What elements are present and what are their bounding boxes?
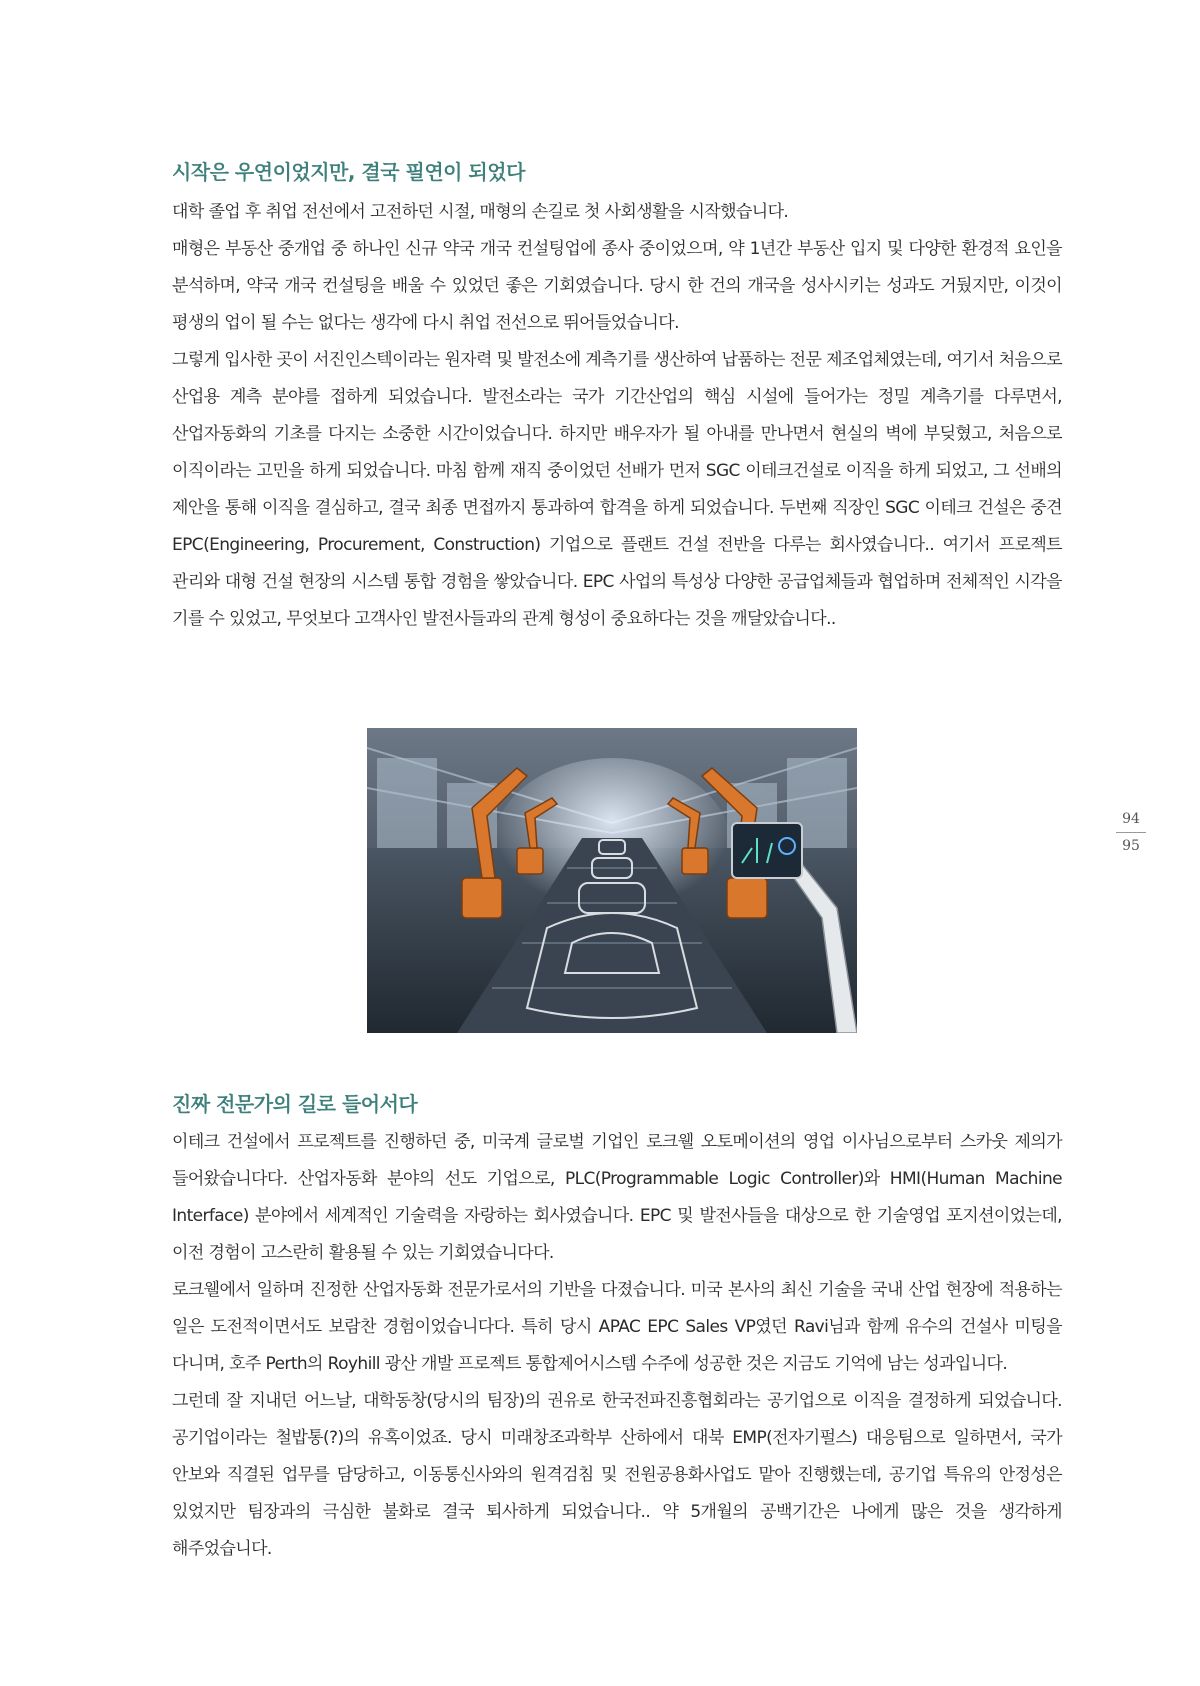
paragraph: 이테크 건설에서 프로젝트를 진행하던 중, 미국계 글로벌 기업인 로크웰 오토메이션의 영업 이사님으로부터 스카웃 제의가 들어왔습니다다. 산업자동화 분야의 선도 기업으로, PLC(Programmable Logic Controller)와 HMI(Human Machine Interface) 분야에서 세계적인 기술력을 자랑하는 회사였습니다. EPC 및 발전사들을 대상으로 한 기술영업 포지션이었는데, 이전 경험이 고스란히 활용될 수 있는 기회였습니다다. [172, 1132, 1062, 1263]
page-numbers [1116, 808, 1146, 857]
page-number-right: 95 [1122, 838, 1140, 854]
robotic-assembly-line-image [367, 728, 857, 1033]
paragraph: 그렇게 입사한 곳이 서진인스텍이라는 원자력 및 발전소에 계측기를 생산하여 납품하는 전문 제조업체였는데, 여기서 처음으로 산업용 계측 분야를 접하게 되었습니다. 발전소라는 국가 기간산업의 핵심 시설에 들어가는 정밀 계측기를 다루면서, 산업자동화의 기초를 다지는 소중한 시간이었습니다. 하지만 배우자가 될 아내를 만나면서 현실의 벽에 부딪혔고, 처음으로 이직이라는 고민을 하게 되었습니다. 마침 함께 재직 중이었던 선배가 먼저 SGC 이테크건설로 이직을 하게 되었고, 그 선배의 제안을 통해 이직을 결심하고, 결국 최종 면접까지 통과하여 합격을 하게 되었습니다. 두번째 직장인 SGC 이테크 건설은 중견 EPC(Engineering, Procurement, Construction) 기업으로 플랜트 건설 전반을 다루는 회사였습니다.. 여기서 프로젝트 관리와 대형 건설 현장의 시스템 통합 경험을 쌓았습니다. EPC 사업의 특성상 다양한 공급업체들과 협업하며 전체적인 시각을 기를 수 있었고, 무엇보다 고객사인 발전사들과의 관계 형성이 중요하다는 것을 깨달았습니다.. [172, 350, 1062, 629]
paragraph: 그런데 잘 지내던 어느날, 대학동창(당시의 팀장)의 권유로 한국전파진흥협회라는 공기업으로 이직을 결정하게 되었습니다. 공기업이라는 철밥통(?)의 유혹이었죠. 당시 미래창조과학부 산하에서 대북 EMP(전자기펄스) 대응팀으로 일하면서, 국가 안보와 직결된 업무를 담당하고, 이동통신사와의 원격검침 및 전원공용화사업도 맡아 진행했는데, 공기업 특유의 안정성은 있었지만 팀장과의 극심한 불화로 결국 퇴사하게 되었습니다.. 약 5개월의 공백기간은 나에게 많은 것을 생각하게 해주었습니다. [172, 1391, 1062, 1559]
page-number-left: 94 [1122, 811, 1140, 827]
section-title-expert-path: 진짜 전문가의 길로 들어서다 [172, 1092, 418, 1116]
section-body-beginning [172, 194, 1062, 638]
paragraph: 대학 졸업 후 취업 전선에서 고전하던 시절, 매형의 손길로 첫 사회생활을 시작했습니다. [172, 202, 789, 222]
folio-divider [1116, 832, 1146, 833]
section-body-expert-path [172, 1124, 1062, 1568]
paragraph: 매형은 부동산 중개업 중 하나인 신규 약국 개국 컨설팅업에 종사 중이었으며, 약 1년간 부동산 입지 및 다양한 환경적 요인을 분석하며, 약국 개국 컨설팅을 배울 수 있었던 좋은 기회였습니다. 당시 한 건의 개국을 성사시키는 성과도 거뒀지만, 이것이 평생의 업이 될 수는 없다는 생각에 다시 취업 전선으로 뛰어들었습니다. [172, 239, 1062, 333]
paragraph: 로크웰에서 일하며 진정한 산업자동화 전문가로서의 기반을 다졌습니다. 미국 본사의 최신 기술을 국내 산업 현장에 적용하는 일은 도전적이면서도 보람찬 경험이었습니다다. 특히 당시 APAC EPC Sales VP였던 Ravi님과 함께 유수의 건설사 미팅을 다니며, 호주 Perth의 Royhill 광산 개발 프로젝트 통합제어시스템 수주에 성공한 것은 지금도 기억에 남는 성과입니다. [172, 1280, 1062, 1374]
section-title-beginning: 시작은 우연이었지만, 결국 필연이 되었다 [172, 160, 525, 184]
factory-illustration [367, 728, 857, 1033]
